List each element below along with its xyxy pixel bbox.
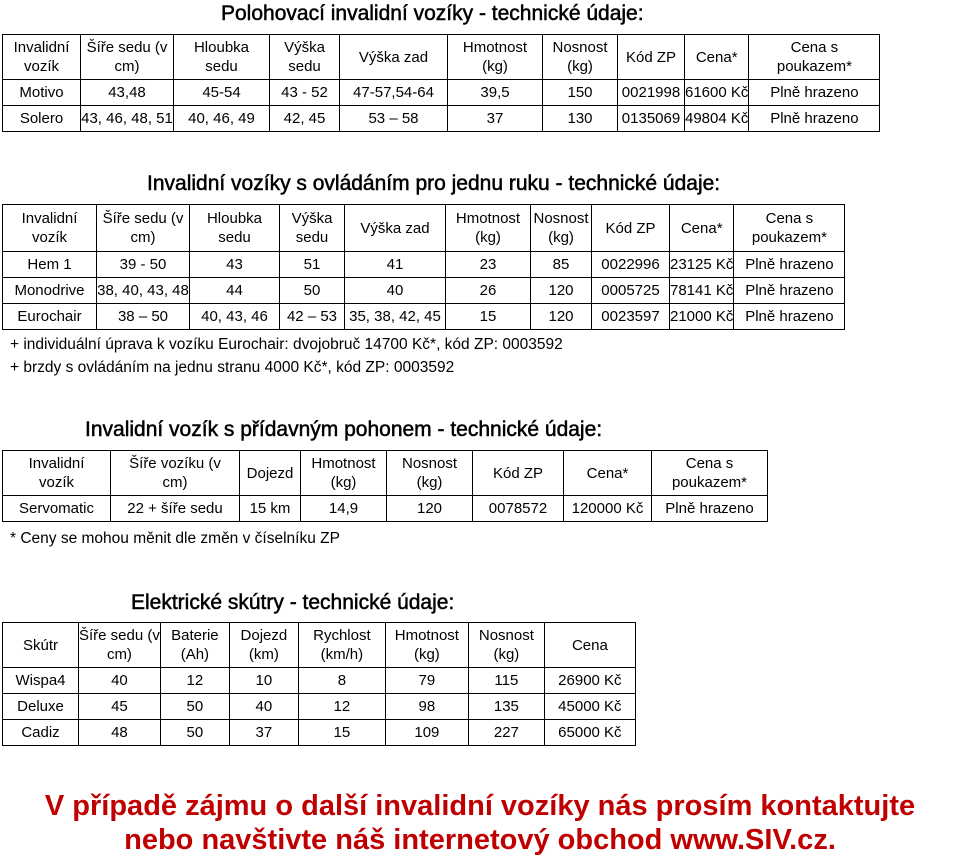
column-header-hloubka-sedu: Hloubka sedu <box>174 35 270 80</box>
table-cell: 38 – 50 <box>97 304 190 330</box>
table-cell: 44 <box>190 278 280 304</box>
column-header-vyska-sedu: Výška sedu <box>280 205 345 252</box>
column-header-hmotnost-kg: Hmotnost (kg) <box>448 35 543 80</box>
table-cell: Motivo <box>3 80 81 106</box>
table1-body <box>3 35 880 132</box>
table-cell: Monodrive <box>3 278 97 304</box>
column-header-cena: Cena* <box>670 205 734 252</box>
table-cell: 40 <box>345 278 446 304</box>
column-header-hmotnost-kg: Hmotnost (kg) <box>385 623 468 668</box>
column-header-hmotnost-kg: Hmotnost (kg) <box>446 205 531 252</box>
table-cell: 39 - 50 <box>97 252 190 278</box>
table-row-wispa4 <box>3 668 636 694</box>
column-header-kod-zp: Kód ZP <box>473 451 564 496</box>
table-cell: 135 <box>468 694 544 720</box>
table-cell: 0078572 <box>473 496 564 522</box>
table3 <box>2 450 768 522</box>
column-header-kod-zp: Kód ZP <box>592 205 670 252</box>
table-cell: 79 <box>385 668 468 694</box>
table-cell: 50 <box>280 278 345 304</box>
eurochair-note: + individuální úprava k vozíku Eurochair: dvojobruč 14700 Kč*, kód ZP: 0003592 <box>10 336 563 353</box>
contact-call-to-action: V případě zájmu o další invalidní vozíky nás prosím kontaktujte <box>44 790 916 822</box>
table-cell: Plně hrazeno <box>749 106 880 132</box>
table3-body <box>3 451 768 522</box>
table-cell: 47-57,54-64 <box>340 80 448 106</box>
column-header-nosnost-kg: Nosnost (kg) <box>531 205 592 252</box>
table-cell: Servomatic <box>3 496 111 522</box>
table-cell: 150 <box>543 80 618 106</box>
brakes-note: + brzdy s ovládáním na jednu stranu 4000 Kč*, kód ZP: 0003592 <box>10 359 455 376</box>
column-header-nosnost-kg: Nosnost (kg) <box>387 451 473 496</box>
column-header-nosnost-kg: Nosnost (kg) <box>468 623 544 668</box>
header-row <box>3 205 845 252</box>
column-header-cena-s-poukazem: Cena s poukazem* <box>734 205 845 252</box>
column-header-baterie-ah: Baterie (Ah) <box>160 623 229 668</box>
table-cell: 15 <box>446 304 531 330</box>
table-cell: 53 – 58 <box>340 106 448 132</box>
table-cell: 0135069 <box>618 106 685 132</box>
table-cell: 21000 Kč <box>670 304 734 330</box>
table-cell: 98 <box>385 694 468 720</box>
table-cell: 12 <box>160 668 229 694</box>
table4-title: Elektrické skútry - technické údaje: <box>131 591 455 614</box>
table4 <box>2 622 636 746</box>
table-row-eurochair <box>3 304 845 330</box>
column-header-hmotnost-kg: Hmotnost (kg) <box>301 451 387 496</box>
table-cell: 23 <box>446 252 531 278</box>
table-cell: Plně hrazeno <box>652 496 768 522</box>
table-cell: 26 <box>446 278 531 304</box>
column-header-sire-sedu-v-cm: Šíře sedu (v cm) <box>79 623 161 668</box>
table-cell: 12 <box>298 694 385 720</box>
table-cell: Plně hrazeno <box>734 278 845 304</box>
table-cell: 78141 Kč <box>670 278 734 304</box>
column-header-hloubka-sedu: Hloubka sedu <box>190 205 280 252</box>
table-cell: 51 <box>280 252 345 278</box>
table-cell: 0005725 <box>592 278 670 304</box>
table-cell: 40, 46, 49 <box>174 106 270 132</box>
table-cell: 38, 40, 43, 48 <box>97 278 190 304</box>
column-header-vyska-sedu: Výška sedu <box>270 35 340 80</box>
column-header-invalidni-vozik: Invalidní vozík <box>3 205 97 252</box>
table-cell: Plně hrazeno <box>749 80 880 106</box>
table-cell: Plně hrazeno <box>734 252 845 278</box>
table-cell: 43,48 <box>81 80 174 106</box>
table-cell: 15 <box>298 720 385 746</box>
table-cell: 23125 Kč <box>670 252 734 278</box>
price-footnote: * Ceny se mohou měnit dle změn v číselníku ZP <box>10 530 340 547</box>
table-cell: 50 <box>160 694 229 720</box>
table-cell: Wispa4 <box>3 668 79 694</box>
table-cell: Solero <box>3 106 81 132</box>
table1 <box>2 34 880 132</box>
table1-title: Polohovací invalidní vozíky - technické údaje: <box>221 2 644 25</box>
column-header-sire-sedu-v-cm: Šíře sedu (v cm) <box>97 205 190 252</box>
table-cell: 26900 Kč <box>544 668 635 694</box>
table-cell: 10 <box>229 668 298 694</box>
table-row-deluxe <box>3 694 636 720</box>
table-cell: 115 <box>468 668 544 694</box>
table-cell: 8 <box>298 668 385 694</box>
table-cell: 0022996 <box>592 252 670 278</box>
table-cell: 0021998 <box>618 80 685 106</box>
table-cell: 120 <box>531 278 592 304</box>
column-header-invalidni-vozik: Invalidní vozík <box>3 451 111 496</box>
table-cell: 45 <box>79 694 161 720</box>
table-cell: 43 - 52 <box>270 80 340 106</box>
column-header-sire-sedu-v-cm: Šíře sedu (v cm) <box>81 35 174 80</box>
table-row-servomatic <box>3 496 768 522</box>
table-cell: 65000 Kč <box>544 720 635 746</box>
table-cell: 37 <box>229 720 298 746</box>
table2-title: Invalidní vozíky s ovládáním pro jednu ruku - technické údaje: <box>147 172 721 195</box>
table-cell: 227 <box>468 720 544 746</box>
table-cell: 130 <box>543 106 618 132</box>
column-header-cena-s-poukazem: Cena s poukazem* <box>749 35 880 80</box>
table2 <box>2 204 845 330</box>
table-row-hem-1 <box>3 252 845 278</box>
table-cell: 15 km <box>240 496 301 522</box>
table-cell: 22 + šíře sedu <box>111 496 240 522</box>
table-cell: 43 <box>190 252 280 278</box>
header-row <box>3 35 880 80</box>
table-cell: 39,5 <box>448 80 543 106</box>
table-cell: 120 <box>387 496 473 522</box>
table-cell: 0023597 <box>592 304 670 330</box>
column-header-sire-voziku-v-cm: Šíře vozíku (v cm) <box>111 451 240 496</box>
table-cell: 43, 46, 48, 51 <box>81 106 174 132</box>
table-row-motivo <box>3 80 880 106</box>
table-cell: 49804 Kč <box>685 106 749 132</box>
table-row-solero <box>3 106 880 132</box>
column-header-dojezd: Dojezd <box>240 451 301 496</box>
table3-title: Invalidní vozík s přídavným pohonem - technické údaje: <box>85 418 603 441</box>
table-cell: 109 <box>385 720 468 746</box>
table-row-cadiz <box>3 720 636 746</box>
column-header-rychlost-km-h: Rychlost (km/h) <box>298 623 385 668</box>
table-cell: 85 <box>531 252 592 278</box>
column-header-cena-s-poukazem: Cena s poukazem* <box>652 451 768 496</box>
table-cell: 61600 Kč <box>685 80 749 106</box>
table-cell: 40, 43, 46 <box>190 304 280 330</box>
header-row <box>3 623 636 668</box>
column-header-vyska-zad: Výška zad <box>340 35 448 80</box>
table-cell: 120000 Kč <box>564 496 652 522</box>
table-cell: 41 <box>345 252 446 278</box>
table-cell: Plně hrazeno <box>734 304 845 330</box>
column-header-cena: Cena* <box>685 35 749 80</box>
table-cell: Deluxe <box>3 694 79 720</box>
column-header-nosnost-kg: Nosnost (kg) <box>543 35 618 80</box>
table-cell: 35, 38, 42, 45 <box>345 304 446 330</box>
column-header-dojezd-km: Dojezd (km) <box>229 623 298 668</box>
column-header-vyska-zad: Výška zad <box>345 205 446 252</box>
table-cell: 42, 45 <box>270 106 340 132</box>
table-cell: 120 <box>531 304 592 330</box>
table-cell: 40 <box>79 668 161 694</box>
table2-body <box>3 205 845 330</box>
column-header-skutr: Skútr <box>3 623 79 668</box>
table-cell: 48 <box>79 720 161 746</box>
table-cell: Hem 1 <box>3 252 97 278</box>
table-cell: Eurochair <box>3 304 97 330</box>
table-cell: Cadiz <box>3 720 79 746</box>
column-header-cena: Cena <box>544 623 635 668</box>
header-row <box>3 451 768 496</box>
table-cell: 45-54 <box>174 80 270 106</box>
column-header-cena: Cena* <box>564 451 652 496</box>
table-cell: 45000 Kč <box>544 694 635 720</box>
table-row-monodrive <box>3 278 845 304</box>
webshop-call-to-action: nebo navštivte náš internetový obchod www.SIV.cz. <box>124 824 836 856</box>
table-cell: 37 <box>448 106 543 132</box>
table-cell: 40 <box>229 694 298 720</box>
table-cell: 42 – 53 <box>280 304 345 330</box>
column-header-kod-zp: Kód ZP <box>618 35 685 80</box>
table4-body <box>3 623 636 746</box>
table-cell: 14,9 <box>301 496 387 522</box>
table-cell: 50 <box>160 720 229 746</box>
column-header-invalidni-vozik: Invalidní vozík <box>3 35 81 80</box>
